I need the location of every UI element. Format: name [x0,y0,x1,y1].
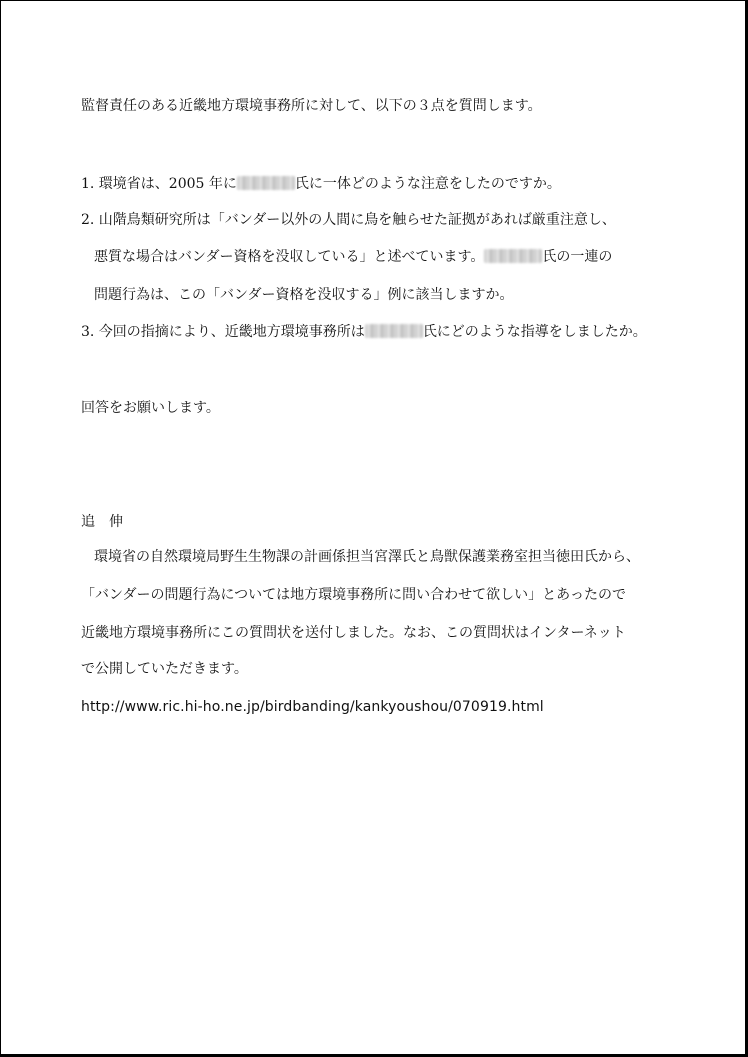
question-1-text-before: 1. 環境省は、2005 年に [81,176,237,192]
reference-url: http://www.ric.hi-ho.ne.jp/birdbanding/kankyoushou/070919.html [81,699,544,715]
postscript-line-2: 「バンダーの問題行為については地方環境事務所に問い合わせて欲しい」とあったので [81,587,627,603]
redacted-name [365,324,423,338]
question-2-line-2-after: 氏の一連の [542,249,613,265]
request-text: 回答をお願いします。 [81,400,220,416]
question-2-line-3: 問題行為は、この「バンダー資格を没収する」例に該当しますか。 [94,287,514,303]
question-3 [81,323,647,341]
question-3-text-after: 氏にどのような指導をしましたか。 [422,324,647,340]
question-1 [81,175,561,193]
question-3-text-before: 3. 今回の指摘により、近畿地方環境事務所は [81,324,365,340]
postscript-line-1: 環境省の自然環境局野生生物課の計画係担当宮澤氏と鳥獣保護業務室担当徳田氏から、 [94,549,640,565]
question-2-line-2 [94,248,612,266]
postscript-heading: 追 伸 [81,514,123,530]
question-2-line-2-before: 悪質な場合はバンダー資格を没収している」と述べています。 [94,249,485,265]
redacted-name [237,176,295,190]
intro-text: 監督責任のある近畿地方環境事務所に対して、以下の３点を質問します。 [81,98,542,114]
postscript-line-4: で公開していただきます。 [81,661,248,677]
redacted-name [484,249,542,263]
postscript-line-3: 近畿地方環境事務所にこの質問状を送付しました。なお、この質問状はインターネット [81,625,626,641]
question-1-text-after: 氏に一体どのような注意をしたのですか。 [294,176,561,192]
question-2-line-1: 2. 山階鳥類研究所は「バンダー以外の人間に鳥を触らせた証拠があれば厳重注意し、 [81,212,616,228]
